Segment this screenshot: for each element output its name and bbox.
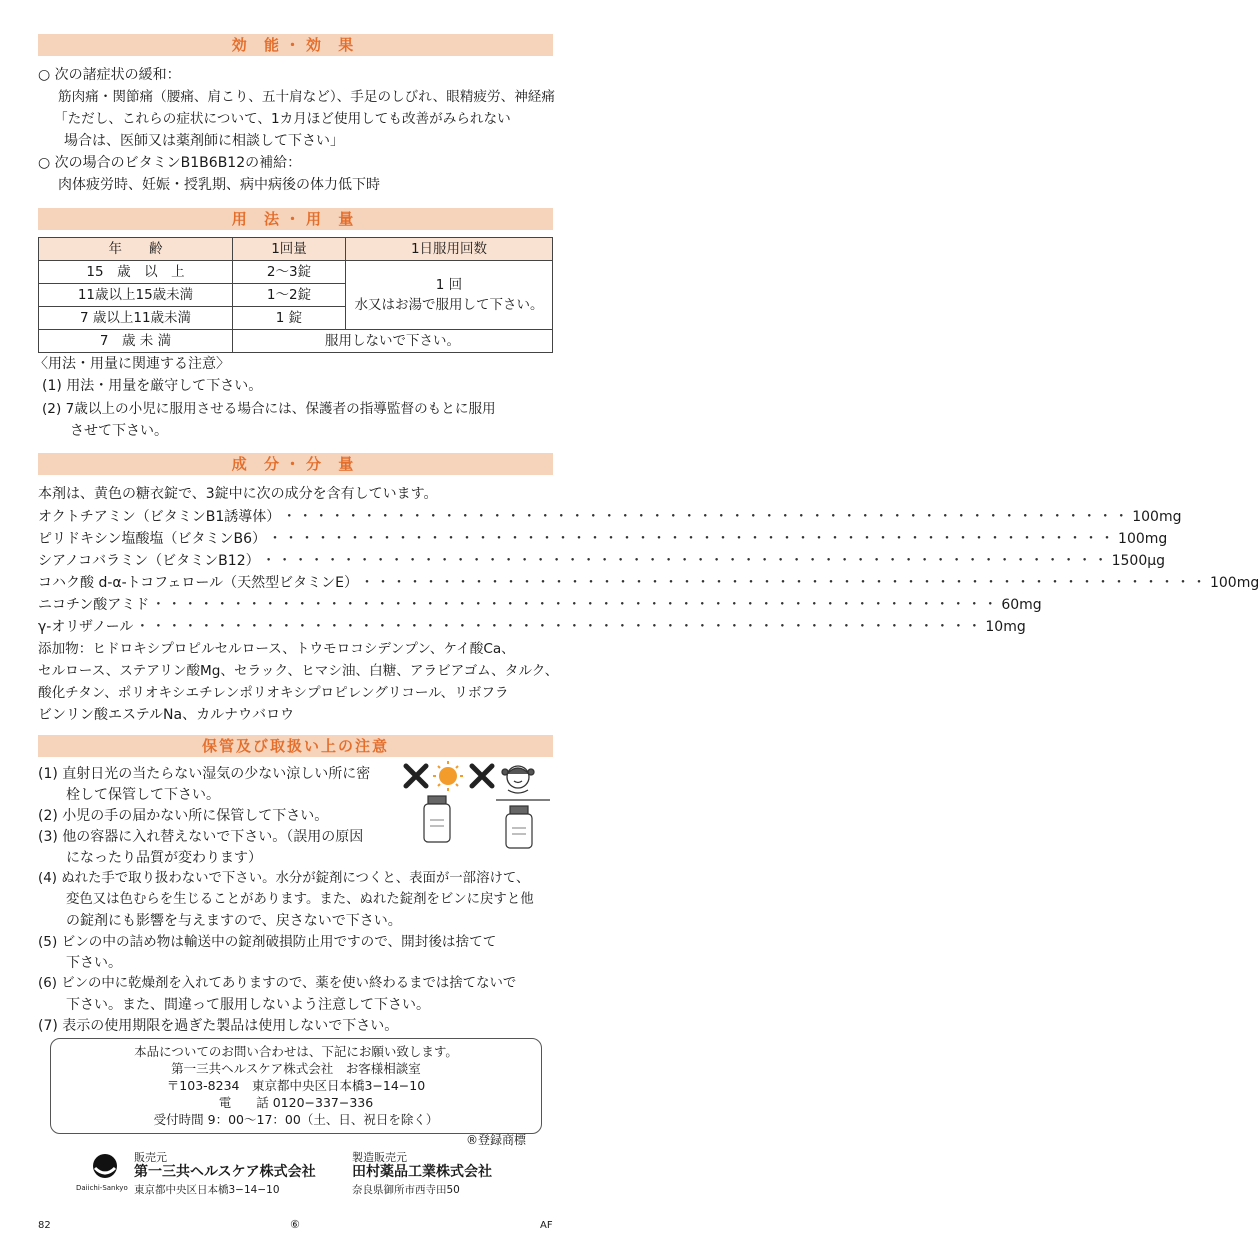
ingredient-amount: 60mg bbox=[1001, 597, 1042, 613]
efficacy-item2-head: ○ 次の場合のビタミンB1B6B12の補給： bbox=[38, 155, 302, 171]
storage-line: (4) ぬれた手で取り扱わないで下さい。水分が錠剤につくと、表面が一部溶けて、 bbox=[38, 871, 530, 886]
page-number: ⑥ bbox=[290, 1218, 300, 1231]
contact-phone: 電 話 0120−337−336 bbox=[218, 1095, 374, 1110]
child-icon bbox=[496, 766, 550, 800]
dosage-age-cell: 15 歳 以 上 bbox=[39, 261, 233, 284]
storage-illustration bbox=[400, 760, 550, 850]
leader-dots: ・・・・・・・・・・・・・・・・・・・・・・・・・・・・・・・・・・・・・・・・・・・・・・・・・・・・・ bbox=[359, 575, 1208, 591]
dosage-dose-cell: 2〜3錠 bbox=[233, 261, 346, 284]
dosage-table bbox=[38, 237, 553, 353]
medicine-bottle-icon bbox=[506, 806, 532, 848]
ingredient-amount: 100mg bbox=[1118, 531, 1168, 547]
ingredient-row bbox=[38, 552, 1166, 572]
section-efficacy-header bbox=[38, 34, 553, 56]
table-row bbox=[39, 330, 553, 353]
dosage-note-title: 〈用法・用量に関連する注意〉 bbox=[34, 356, 230, 372]
dosage-frequency-times: 1 回 bbox=[435, 277, 463, 293]
ingredients-intro: 本剤は、黄色の糖衣錠で、3錠中に次の成分を含有しています。 bbox=[38, 486, 438, 502]
efficacy-item2-body: 肉体疲労時、妊娠・授乳期、病中病後の体力低下時 bbox=[58, 177, 380, 193]
storage-line: (1) 直射日光の当たらない湿気の少ない涼しい所に密 bbox=[38, 766, 371, 782]
dosage-col-age: 年 齢 bbox=[39, 238, 233, 261]
cross-mark-icon bbox=[472, 766, 492, 786]
efficacy-item1-body2: 「ただし、これらの症状について、1カ月ほど使用しても改善がみられない bbox=[54, 111, 511, 127]
seller-address: 東京都中央区日本橋3−14−10 bbox=[134, 1184, 280, 1196]
ingredient-row bbox=[38, 618, 1026, 638]
additives-line2: セルロース、ステアリン酸Mg、セラック、ヒマシ油、白糖、アラビアゴム、タルク、 bbox=[38, 663, 559, 679]
section-storage-header bbox=[38, 735, 553, 757]
daiichi-sankyo-logo-text: Daiichi-Sankyo bbox=[76, 1184, 128, 1192]
contact-hours: 受付時間 9：00〜17：00（土、日、祝日を除く） bbox=[153, 1112, 439, 1127]
dosage-frequency-note: 水又はお湯で服用して下さい。 bbox=[354, 297, 544, 313]
efficacy-item1-head: ○ 次の諸症状の緩和： bbox=[38, 67, 181, 83]
leader-dots: ・・・・・・・・・・・・・・・・・・・・・・・・・・・・・・・・・・・・・・・・・・・・・・・・・・・・・ bbox=[282, 509, 1131, 525]
efficacy-item1-body1: 筋肉痛・関節痛（腰痛、肩こり、五十肩など）、手足のしびれ、眼精疲労、神経痛 bbox=[58, 89, 555, 105]
ingredient-row bbox=[38, 574, 1259, 594]
ingredient-name: オクトチアミン（ビタミンB1誘導体） bbox=[38, 509, 281, 525]
storage-line: (2) 小児の手の届かない所に保管して下さい。 bbox=[38, 808, 329, 824]
dosage-age-cell: 11歳以上15歳未満 bbox=[39, 284, 233, 307]
leader-dots: ・・・・・・・・・・・・・・・・・・・・・・・・・・・・・・・・・・・・・・・・・・・・・・・・・・・・・ bbox=[268, 531, 1117, 547]
ingredient-amount: 100mg bbox=[1209, 575, 1259, 591]
ingredient-name: ニコチン酸アミド bbox=[38, 597, 150, 613]
dosage-table-header-row bbox=[39, 238, 553, 261]
ingredient-name: シアノコバラミン（ビタミンB12） bbox=[38, 553, 260, 569]
storage-line: 下さい。 bbox=[66, 955, 122, 971]
page-code-right: AF bbox=[540, 1220, 553, 1231]
leader-dots: ・・・・・・・・・・・・・・・・・・・・・・・・・・・・・・・・・・・・・・・・・・・・・・・・・・・・・ bbox=[151, 597, 1000, 613]
medicine-bottle-icon bbox=[424, 796, 450, 842]
ingredient-amount: 1500μg bbox=[1111, 553, 1166, 569]
contact-address: 〒103-8234 東京都中央区日本橋3−14−10 bbox=[166, 1078, 426, 1093]
dosage-under7-cell: 服用しないで下さい。 bbox=[233, 330, 553, 353]
storage-line: 下さい。また、間違って服用しないよう注意して下さい。 bbox=[66, 997, 430, 1013]
trademark-note: ®登録商標 bbox=[466, 1133, 527, 1147]
storage-line: (6) ビンの中に乾燥剤を入れてありますので、薬を使い終わるまでは捨てないで bbox=[38, 976, 517, 991]
dosage-col-frequency: 1日服用回数 bbox=[346, 238, 553, 261]
contact-box bbox=[50, 1038, 542, 1134]
section-ingredients-header bbox=[38, 453, 553, 475]
contact-line1: 本品についてのお問い合わせは、下記にお願い致します。 bbox=[134, 1044, 458, 1059]
ingredient-row bbox=[38, 508, 1182, 528]
dosage-age-cell: 7 歳以上11歳未満 bbox=[39, 307, 233, 330]
seller-label: 販売元 bbox=[134, 1151, 167, 1164]
dosage-dose-cell: 1〜2錠 bbox=[233, 284, 346, 307]
ingredient-name: γ-オリザノール bbox=[38, 619, 134, 635]
table-row bbox=[39, 261, 553, 284]
storage-line: の錠剤にも影響を与えますので、戻さないで下さい。 bbox=[66, 913, 402, 929]
efficacy-item1-body3: 場合は、医師又は薬剤師に相談して下さい」 bbox=[64, 133, 344, 149]
page-code-left: 82 bbox=[38, 1220, 51, 1231]
section-efficacy-title: 効 能・効 果 bbox=[231, 36, 360, 54]
additives-line1: 添加物：ヒドロキシプロピルセルロース、トウモロコシデンプン、ケイ酸Ca、 bbox=[38, 641, 515, 657]
section-ingredients-title: 成 分・分 量 bbox=[231, 455, 360, 473]
section-storage-title: 保管及び取扱い上の注意 bbox=[201, 737, 389, 755]
ingredient-amount: 100mg bbox=[1132, 509, 1182, 525]
section-dosage-title: 用 法・用 量 bbox=[231, 210, 360, 228]
dosage-dose-cell: 1 錠 bbox=[233, 307, 346, 330]
dosage-note1: (1) 用法・用量を厳守して下さい。 bbox=[42, 378, 263, 394]
storage-line: 栓して保管して下さい。 bbox=[66, 787, 220, 803]
dosage-frequency-cell bbox=[346, 261, 553, 330]
dosage-col-dose: 1回量 bbox=[233, 238, 346, 261]
section-dosage-header bbox=[38, 208, 553, 230]
dosage-note2a: (2) 7歳以上の小児に服用させる場合には、保護者の指導監督のもとに服用 bbox=[42, 401, 496, 417]
dosage-age-cell: 7 歳 未 満 bbox=[39, 330, 233, 353]
seller-name: 第一三共ヘルスケア株式会社 bbox=[134, 1164, 316, 1180]
sun-icon bbox=[433, 761, 463, 791]
ingredient-row bbox=[38, 530, 1168, 550]
maker-name: 田村薬品工業株式会社 bbox=[352, 1164, 492, 1180]
ingredient-name: コハク酸 d-α-トコフェロール（天然型ビタミンE） bbox=[38, 575, 358, 591]
additives-line4: ビンリン酸エステルNa、カルナウバロウ bbox=[38, 707, 295, 723]
dosage-note2b: させて下さい。 bbox=[70, 423, 168, 439]
storage-line: になったり品質が変わります） bbox=[66, 850, 262, 866]
contact-line2: 第一三共ヘルスケア株式会社 お客様相談室 bbox=[171, 1061, 421, 1076]
storage-line: (3) 他の容器に入れ替えないで下さい。（誤用の原因 bbox=[38, 829, 364, 845]
ingredient-row bbox=[38, 596, 1042, 616]
ingredient-amount: 10mg bbox=[985, 619, 1026, 635]
leader-dots: ・・・・・・・・・・・・・・・・・・・・・・・・・・・・・・・・・・・・・・・・・・・・・・・・・・・・・ bbox=[135, 619, 984, 635]
storage-line: (5) ビンの中の詰め物は輸送中の錠剤破損防止用ですので、開封後は捨てて bbox=[38, 934, 497, 950]
maker-address: 奈良県御所市西寺田50 bbox=[352, 1184, 460, 1196]
storage-line: 変色又は色むらを生じることがあります。また、ぬれた錠剤をビンに戻すと他 bbox=[66, 892, 534, 907]
leader-dots: ・・・・・・・・・・・・・・・・・・・・・・・・・・・・・・・・・・・・・・・・・・・・・・・・・・・・・ bbox=[261, 553, 1110, 569]
ingredient-name: ピリドキシン塩酸塩（ビタミンB6） bbox=[38, 531, 267, 547]
additives-line3: 酸化チタン、ポリオキシエチレンポリオキシプロピレングリコール、リボフラ bbox=[38, 685, 509, 701]
storage-line: (7) 表示の使用期限を過ぎた製品は使用しないで下さい。 bbox=[38, 1018, 399, 1034]
daiichi-sankyo-logo bbox=[88, 1152, 122, 1182]
cross-mark-icon bbox=[406, 766, 426, 786]
maker-label: 製造販売元 bbox=[352, 1151, 407, 1164]
